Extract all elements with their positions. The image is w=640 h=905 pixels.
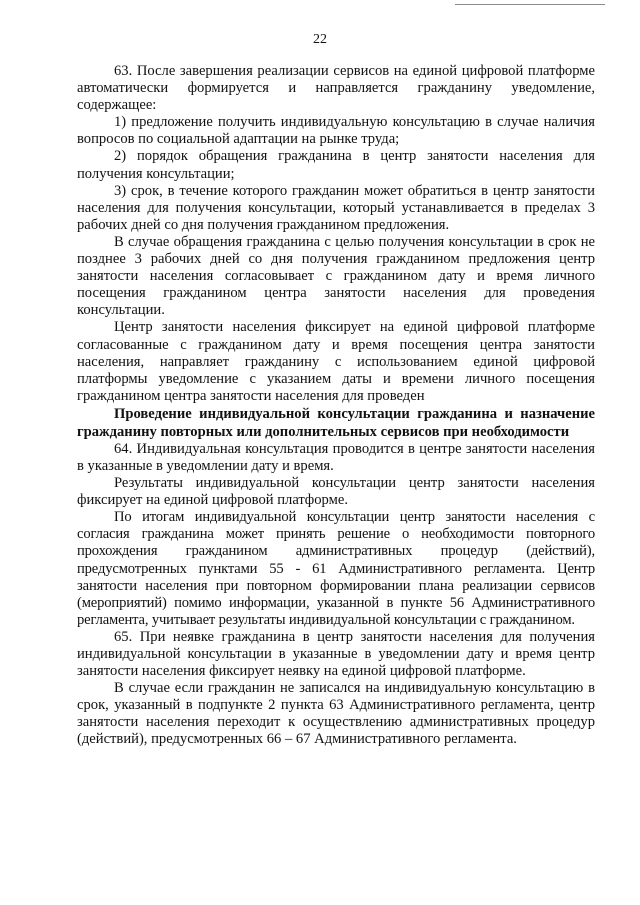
paragraph-fixation: Центр занятости населения фиксирует на единой цифровой платформе согласованные с гражданином дату и время посещения центра занятости населения, направляет гражданину с использованием единой цифровой платформы уведомление с указанием даты и времени личного посещения гражданином центра занятости населения для проведен <box>77 319 595 404</box>
paragraph-results: Результаты индивидуальной консультации центр занятости населения фиксирует на единой цифровой платформе. <box>77 475 595 509</box>
paragraph-appeal: В случае обращения гражданина с целью получения консультации в срок не позднее 3 рабочих дней со дня получения гражданином предложения центр занятости населения согласовывает с гражданином дату и время личного посещения гражданином центра занятости населения для проведения консультации. <box>77 233 595 319</box>
paragraph-64: 64. Индивидуальная консультация проводится в центре занятости населения в указанные в уведомлении дату и время. <box>77 440 595 474</box>
top-border-line <box>455 4 605 5</box>
paragraph-63: 63. После завершения реализации сервисов на единой цифровой платформе автоматически формируется и направляется гражданину уведомление, содержащее: <box>77 63 595 114</box>
paragraph-65: 65. При неявке гражданина в центр занятости населения для получения индивидуальной консультации в указанные в уведомлении дату и время центр занятости населения фиксирует неявку на единой цифровой платформе. <box>77 628 595 680</box>
list-item-1: 1) предложение получить индивидуальную консультацию в случае наличия вопросов по социальной адаптации на рынке труда; <box>77 114 595 148</box>
section-heading: Проведение индивидуальной консультации гражданина и назначение гражданину повторных или дополнительных сервисов при необходимости <box>77 405 595 440</box>
document-body <box>77 63 595 749</box>
page-number: 22 <box>313 32 327 47</box>
paragraph-repeat: По итогам индивидуальной консультации центр занятости населения с согласия гражданина может принять решение о необходимости повторного прохождения гражданином административных процедур (действий), предусмотренных пунктами 55 - 61 Административного регламента. Центр занятости населения при повторном формировании плана реализации сервисов (мероприятий) помимо информации, указанной в пункте 56 Административного регламента, учитывает результаты индивидуальной консультации с гражданином. <box>77 509 595 628</box>
list-item-2: 2) порядок обращения гражданина в центр занятости населения для получения консультации; <box>77 148 595 182</box>
list-item-3: 3) срок, в течение которого гражданин может обратиться в центр занятости населения для получения консультации, который устанавливается в пределах 3 рабочих дней со дня получения гражданином предложения. <box>77 182 595 233</box>
paragraph-not-registered: В случае если гражданин не записался на индивидуальную консультацию в срок, указанный в подпункте 2 пункта 63 Административного регламента, центр занятости населения переходит к осуществлению административных процедур (действий), предусмотренных 66 – 67 Административного регламента. <box>77 680 595 748</box>
